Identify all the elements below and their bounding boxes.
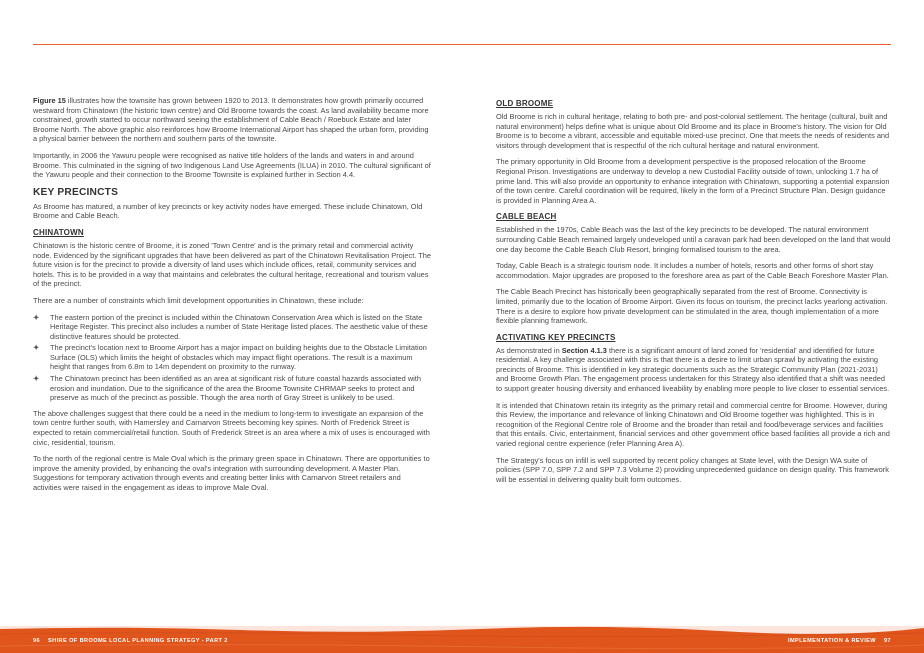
paragraph: Established in the 1970s, Cable Beach was the last of the key precincts to be developed. The natural environment surrounding Cable Beach remained largely undeveloped until a caravan park had been developed on the land that would one day become the Cable Beach Club Resort, bringing formalised tourism to the area.	[496, 225, 891, 254]
list-item	[33, 343, 431, 372]
list-item-text: The eastern portion of the precinct is included within the Chinatown Conservation Area which is listed on the State Heritage Register. This precinct also includes a number of State Heritage listed places. The aesthetic value of these distinctive features should be protected.	[50, 312, 428, 341]
paragraph: It is intended that Chinatown retain its integrity as the primary retail and commercial centre for Broome. However, during this Review, the importance and relevance of linking Chinatown and Old Broome together was highlighted. This is in recognition of the Regional Centre role of Broome and the broader than retail and food/beverage services and facilities that this entails. Civic, entertainment, financial services and other government office based facilities all provide a rich and varied regional centre experience (refer Planning Area A).	[496, 400, 890, 449]
heading-chinatown: CHINATOWN	[33, 227, 84, 237]
star-bullet-icon: ✦	[33, 343, 40, 353]
paragraph	[33, 96, 431, 144]
paragraph: Chinatown is the historic centre of Broome, it is zoned 'Town Centre' and is the primary retail and commercial activity node. Evidenced by the significant upgrades that have been delivered as part of the Chinatown Revitalisation Project. The future vision is for the precinct to provide a diversity of land uses which include offices, retail, community services and hotels. This is to be provided in a way that maintains and celebrates the cultural heritage, recreational and tourism values of the precinct.	[33, 240, 431, 289]
paragraph: Importantly, in 2006 the Yawuru people were recognised as native title holders of the lands and waters in and around Broome. This culminated in the signing of two Indigenous Land Use Agreements (ILUA) in 2010. The cultural significant of the Yawuru people and their connection to the Broome Townsite is explained further in Section 4.4.	[33, 150, 431, 180]
right-column	[496, 97, 891, 491]
list-item	[33, 374, 431, 403]
list-item	[33, 313, 431, 342]
star-bullet-icon: ✦	[33, 312, 40, 322]
left-column	[33, 96, 431, 500]
paragraph: The Strategy's focus on infill is well supported by recent policy changes at State level, with the Design WA suite of policies (SPP 7.0, SPP 7.2 and SPP 7.3 Volume 2) providing unprecedented guidance on design quality. This framework will be essential in delivering quality built form outcomes.	[496, 455, 889, 484]
section-reference: Section 4.1.3	[561, 345, 607, 355]
paragraph-text: illustrates how the townsite has grown between 1920 to 2013. It demonstrates how growth primarily occurred westward from Chinatown (the historic town centre) and Old Broome towards the coast. As land availability became more constrained, growth started to occur northward seeing the establishment of Cable Beach / Roebuck Estate and later Broome North. The above graphic also reinforces how Broome International Airport has shaped the urban form, providing a physical barrier between the northern and southern parts of the townsite.	[33, 96, 429, 144]
paragraph: There are a number of constraints which limit development opportunities in Chinatown, these include:	[33, 295, 364, 305]
footer-band	[0, 626, 924, 653]
paragraph: Old Broome is rich in cultural heritage, relating to both pre- and post-colonial settlement. The heritage (cultural, built and natural environment) helps define what is unique about Old Broome and its place in Broome's history. The vision for Old Broome is to become a vibrant, accessible and equitable mixed-use precinct. One that meets the needs of residents and visitors through development that is respectful of the rich cultural heritage and natural environment.	[496, 112, 890, 150]
constraints-list	[33, 313, 431, 403]
paragraph	[496, 346, 891, 394]
paragraph: The Cable Beach Precinct has historically been geographically separated from the rest of Broome. Connectivity is limited, primarily due to the location of Broome Airport. Given its focus on tourism, the precinct lacks yearlong activation. There is a desire to explore how private development can be stimulated in the area, though implementation of a more flexible planning framework.	[496, 287, 888, 326]
footer-right	[788, 638, 891, 644]
paragraph: The primary opportunity in Old Broome from a development perspective is the proposed relocation of the Broome Regional Prison. Investigations are underway to develop a new Custodial Facility outside of town, unlocking 1.7 ha of prime land. This will also provide an opportunity to enhance integration with Chinatown, supporting a potential expansion of the town centre. Careful coordination will be required, likely in the form of a Precinct Structure Plan. Design guidance is provided in Planning Area A.	[496, 157, 890, 205]
figure-reference: Figure 15	[33, 96, 66, 105]
star-bullet-icon: ✦	[33, 374, 40, 384]
heading-old-broome: OLD BROOME	[496, 99, 554, 108]
heading-cable-beach: CABLE BEACH	[496, 212, 557, 222]
paragraph: Today, Cable Beach is a strategic tourism node. It includes a number of hotels, resorts and other forms of short stay accommodation. Major upgrades are proposed to the foreshore area as part of the Cable Beach Foreshore Master Plan.	[496, 261, 889, 280]
heading-activating-key-precincts: ACTIVATING KEY PRECINCTS	[496, 332, 616, 342]
page-number-left: 96	[33, 638, 41, 644]
footer-left	[33, 638, 228, 644]
list-item-text: The Chinatown precinct has been identified as an area at significant risk of future coastal hazards associated with erosion and inundation. Due to the significance of the area the Broome Townsite CHRMAP seeks to protect and preserve as much of the precinct as possible. Though the area north of Gray Street is unlikely to be used.	[50, 374, 421, 403]
section-title: IMPLEMENTATION & REVIEW	[788, 638, 876, 644]
paragraph: The above challenges suggest that there could be a need in the medium to long-term to investigate an expansion of the town centre further south, with Hamersley and Carnarvon Streets becoming key spines. North of Frederick Street is expected to retain commercial/retail function. South of Frederick Street is an area where a mix of uses is encouraged with civic, residential, tourism.	[33, 408, 430, 447]
paragraph: As Broome has matured, a number of key precincts or key activity nodes have emerged. These include Chinatown, Old Broome and Cable Beach.	[33, 201, 423, 221]
paragraph-text: As demonstrated in	[496, 345, 562, 355]
heading-key-precincts: KEY PRECINCTS	[33, 186, 119, 198]
paragraph: To the north of the regional centre is Male Oval which is the primary green space in Chinatown. There are opportunities to improve the amenity provided, by enhancing the oval's integration with surrounding development. A Master Plan. Suggestions for temporary activation through events and creating better links with Carnarvon Street retailers and activities were raised in the engagement as ideas to improve Male Oval.	[33, 454, 430, 492]
document-title: SHIRE OF BROOME LOCAL PLANNING STRATEGY - PART 2	[48, 638, 228, 644]
header-rule	[33, 44, 891, 45]
list-item-text: The precinct's location next to Broome Airport has a major impact on building heights due to the Obstacle Limitation Surface (OLS) which limits the height of obstacles which may impact flight operations. The result is a maximum height that ranges from 6.8m to 14m dependent on proximity to the runway.	[50, 343, 427, 372]
paragraph-text: there is a significant amount of land zoned for 'residential' and identified for future residential. A key challenge associated with this is that there is a desire to limit urban sprawl by activating the existing precincts of Broome. This is identified in key strategic documents such as the Strategic Community Plan (2021-2031) and Broome Growth Plan. The engagement process undertaken for this Strategy also identified that a shift was needed to support greater housing diversity and enhanced liveability by enabling more people to live closer to essential services.	[496, 345, 890, 394]
page-number-right: 97	[883, 638, 891, 644]
